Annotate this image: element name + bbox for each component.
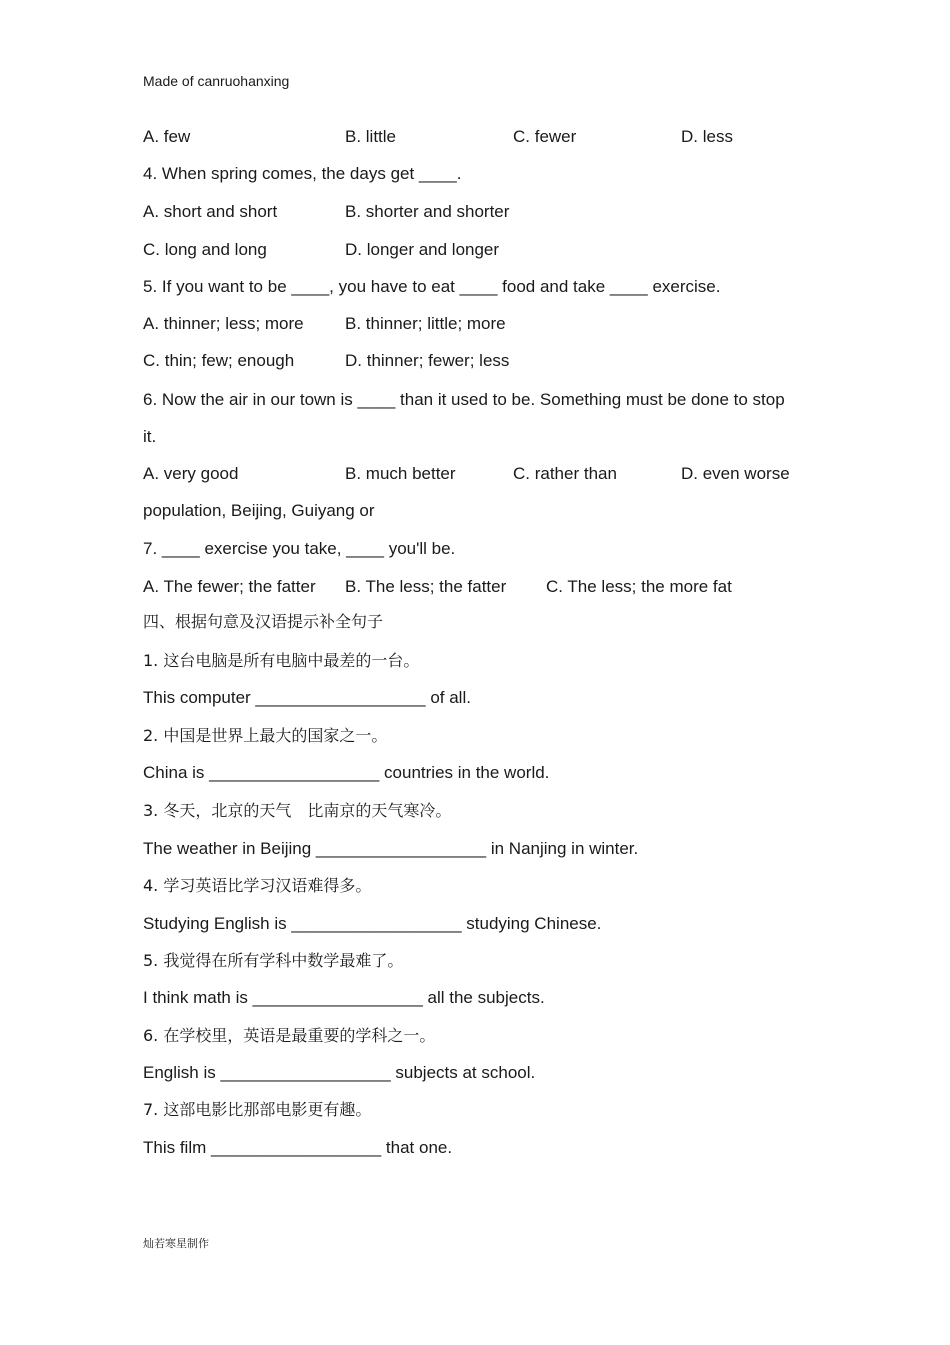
q4-option-c: C. long and long [143,240,267,259]
s4-item7-cn: 7. 这部电影比那部电影更有趣。 [143,1100,372,1119]
s4-item2-en: China is __________________ countries in the world. [143,763,550,782]
q6-option-b: B. much better [345,464,456,483]
q4-option-a: A. short and short [143,202,278,221]
s4-item3-en: The weather in Beijing __________________ in Nanjing in winter. [143,839,639,858]
section4-title: 四、根据句意及汉语提示补全句子 [143,612,384,631]
q6-option-d: D. even worse [681,464,790,483]
q3-option-b: B. little [345,127,397,146]
s4-item1-en: This computer __________________ of all. [143,688,471,707]
page-header: Made of canruohanxing [143,73,290,89]
q5-option-a: A. thinner; less; more [143,314,304,333]
q7-stem: 7. ____ exercise you take, ____ you'll be. [143,539,456,558]
q4-option-b: B. shorter and shorter [345,202,510,221]
q7-option-a: A. The fewer; the fatter [143,577,316,596]
q5-option-b: B. thinner; little; more [345,314,506,333]
q5-option-c: C. thin; few; enough [143,351,295,370]
q5-option-d: D. thinner; fewer; less [345,351,510,370]
q5-stem: 5. If you want to be ____, you have to eat ____ food and take ____ exercise. [143,277,721,296]
s4-item5-en: I think math is __________________ all the subjects. [143,988,545,1007]
s4-item2-cn: 2. 中国是世界上最大的国家之一。 [143,726,388,745]
s4-item3-cn: 3. 冬天，北京的天气 比南京的天气寒冷。 [143,801,452,820]
s4-item5-cn: 5. 我觉得在所有学科中数学最难了。 [143,951,404,970]
q6-option-c: C. rather than [513,464,617,483]
s4-item6-en: English is __________________ subjects at school. [143,1063,536,1082]
s4-item4-en: Studying English is __________________ studying Chinese. [143,914,602,933]
page-footer: 灿若寒星制作 [143,1237,209,1250]
q3-option-c: C. fewer [513,127,577,146]
q3-option-d: D. less [681,127,733,146]
s4-item6-cn: 6. 在学校里，英语是最重要的学科之一。 [143,1026,436,1045]
s4-item4-cn: 4. 学习英语比学习汉语难得多。 [143,876,372,895]
q6-stem-line2: it. [143,427,157,446]
s4-item7-en: This film __________________ that one. [143,1138,453,1157]
q7-option-b: B. The less; the fatter [345,577,507,596]
q7-option-c: C. The less; the more fat [546,577,732,596]
q4-stem: 4. When spring comes, the days get ____. [143,164,462,183]
q4-option-d: D. longer and longer [345,240,500,259]
q6-stem-line1: 6. Now the air in our town is ____ than it used to be. Something must be done to stop [143,390,785,409]
q3-option-a: A. few [143,127,191,146]
s4-item1-cn: 1. 这台电脑是所有电脑中最差的一台。 [143,651,420,670]
stray-text-line: population, Beijing, Guiyang or [143,501,375,520]
q6-option-a: A. very good [143,464,239,483]
